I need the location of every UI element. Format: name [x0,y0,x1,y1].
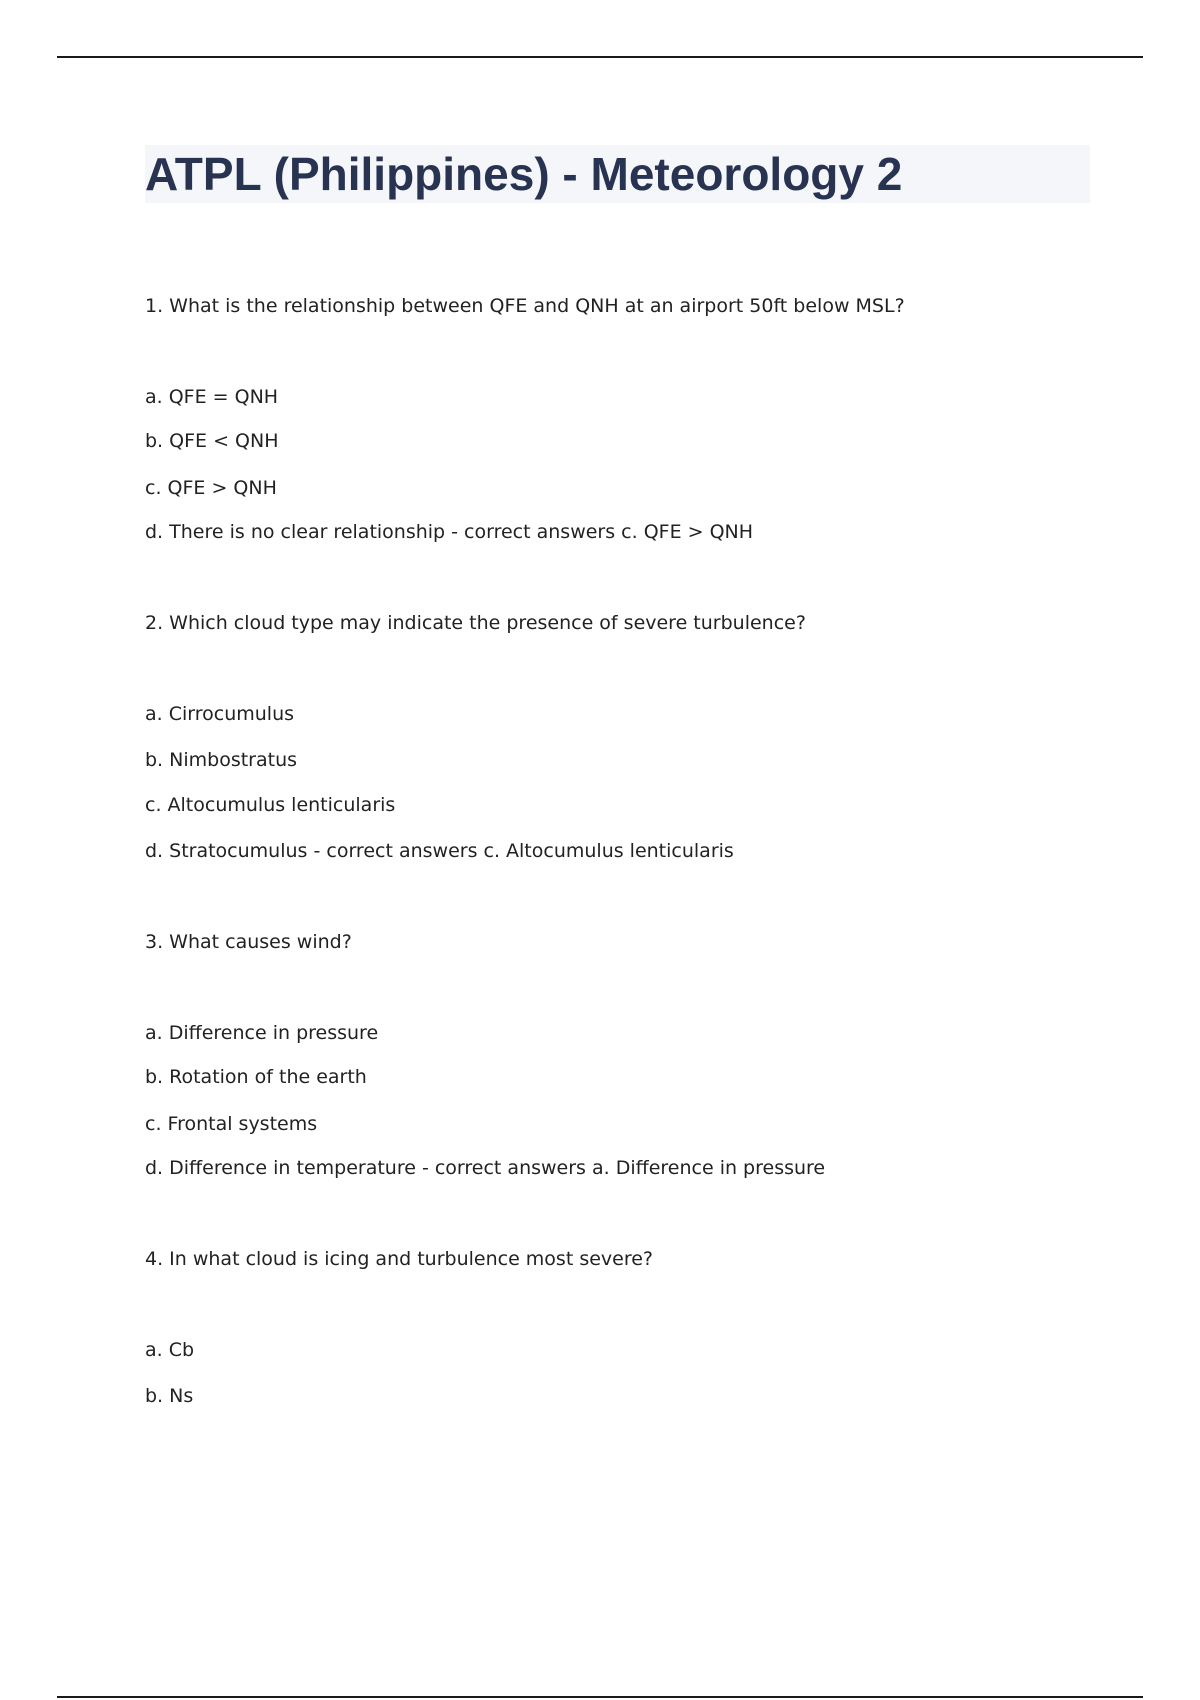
answer-option: b. Nimbostratus [145,749,298,771]
answer-option: c. QFE > QNH [145,477,277,499]
question-prompt: 1. What is the relationship between QFE and QNH at an airport 50ft below MSL? [145,295,905,317]
bottom-rule [57,1696,1143,1698]
answer-option: b. Ns [145,1385,194,1407]
question-prompt: 2. Which cloud type may indicate the presence of severe turbulence? [145,612,806,634]
answer-option: a. Difference in pressure [145,1022,379,1044]
answer-option: c. Altocumulus lenticularis [145,794,396,816]
answer-option: d. Difference in temperature - correct answers a. Difference in pressure [145,1157,826,1179]
top-rule [57,56,1143,58]
answer-option: a. QFE = QNH [145,386,279,408]
question-prompt: 3. What causes wind? [145,931,352,953]
answer-option: a. Cb [145,1339,195,1361]
answer-option: d. There is no clear relationship - correct answers c. QFE > QNH [145,521,754,543]
answer-option: b. QFE < QNH [145,430,279,452]
answer-option: c. Frontal systems [145,1113,318,1135]
question-prompt: 4. In what cloud is icing and turbulence most severe? [145,1248,654,1270]
answer-option: b. Rotation of the earth [145,1066,367,1088]
answer-option: a. Cirrocumulus [145,703,295,725]
page-title: ATPL (Philippines) - Meteorology 2 [145,148,903,200]
answer-option: d. Stratocumulus - correct answers c. Altocumulus lenticularis [145,840,734,862]
